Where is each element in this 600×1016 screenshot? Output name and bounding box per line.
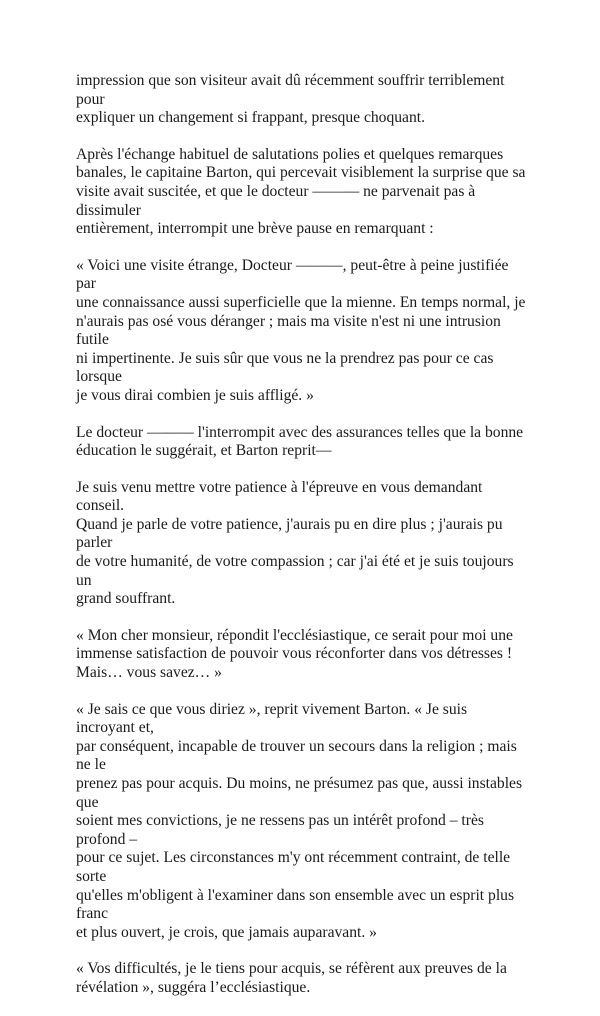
paragraph-3: « Voici une visite étrange, Docteur ———, peut-être à peine justifiée par une connaissance aussi superficielle que la mienne. En temps normal, je n'aurais pas osé vous déranger ; mais ma visite n'est ni une intrusion futile ni impertinente. Je suis sûr que vous ne la prendrez pas pour ce cas lorsque je vous dirai combien je suis affligé. » <box>76 256 526 404</box>
paragraph-8: « Vos difficultés, je le tiens pour acquis, se réfèrent aux preuves de la révélation », suggéra l’ecclésiastique. <box>76 960 507 996</box>
paragraph-2: Après l'échange habituel de salutations polies et quelques remarques banales, le capitaine Barton, qui percevait visiblement la surprise que sa visite avait suscitée, et que le docteur ——— ne parvenait pas à dissimuler entièrement, interrompit une brève pause en remarquant : <box>76 145 526 238</box>
document-page <box>76 72 528 1016</box>
paragraph-7: « Je sais ce que vous diriez », reprit vivement Barton. « Je suis incroyant et, par conséquent, incapable de trouver un secours dans la religion ; mais ne le prenez pas pour acquis. Du moins, ne présumez pas que, aussi instables que soient mes convictions, je ne ressens pas un intérêt profond – très profond – pour ce sujet. Les circonstances m'y ont récemment contraint, de telle sorte qu'elles m'obligent à l'examiner dans son ensemble avec un esprit plus franc et plus ouvert, je crois, que jamais auparavant. » <box>76 700 523 941</box>
paragraph-6: « Mon cher monsieur, répondit l'ecclésiastique, ce serait pour moi une immense satisfaction de pouvoir vous réconforter dans vos détresses ! Mais… vous savez… » <box>76 626 513 682</box>
paragraph-5: Je suis venu mettre votre patience à l'épreuve en vous demandant conseil. Quand je parle de votre patience, j'aurais pu en dire plus ; j'aurais pu parler de votre humanité, de votre compassion ; car j'ai été et je suis toujours un grand souffrant. <box>76 478 514 608</box>
paragraph-4: Le docteur ——— l'interrompit avec des assurances telles que la bonne éducation le suggérait, et Barton reprit— <box>76 423 524 460</box>
paragraph-1: impression que son visiteur avait dû récemment souffrir terriblement pour expliquer un changement si frappant, presque choquant. <box>76 72 505 127</box>
